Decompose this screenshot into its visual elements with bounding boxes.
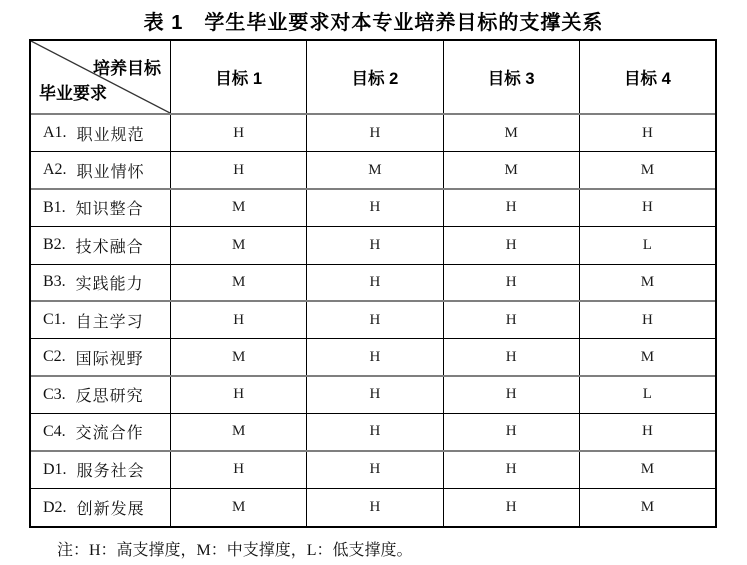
support-level-cell: H — [307, 452, 443, 488]
support-level-cell: M — [640, 348, 655, 365]
footnote: 注：H：高支撑度，M：中支撑度，L：低支撑度。 — [57, 542, 413, 559]
row-label-cell — [31, 190, 171, 226]
support-level-cell: H — [307, 265, 443, 300]
page-title: 表 1 学生毕业要求对本专业培养目标的支撑关系 — [143, 12, 604, 34]
row-label-cell — [31, 115, 171, 151]
row-name: 交流合作 — [75, 425, 144, 443]
table-row — [31, 302, 715, 339]
row-code: B2. — [43, 236, 66, 254]
support-level-cell: H — [307, 227, 443, 263]
support-level-cell: H — [641, 199, 653, 216]
table-row — [31, 377, 715, 414]
support-level-cell: M — [640, 461, 655, 478]
support-level-cell: H — [444, 414, 580, 449]
support-level-cell: H — [307, 377, 443, 413]
goal-header-cell: 目标 1 — [171, 41, 307, 113]
row-name: 技术融合 — [75, 238, 144, 256]
support-level-cell: H — [307, 339, 443, 374]
support-level-cell: M — [640, 499, 655, 516]
row-label-cell — [31, 414, 171, 449]
corner-cell — [31, 41, 171, 113]
support-level-cell: H — [307, 489, 443, 526]
table-row — [31, 414, 715, 451]
row-label-cell — [31, 339, 171, 374]
support-level-cell: M — [171, 227, 307, 263]
support-level-cell: M — [171, 489, 307, 526]
table-row — [31, 452, 715, 489]
support-level-cell: M — [307, 152, 443, 187]
support-level-cell: H — [444, 227, 580, 263]
support-level-cell: L — [642, 386, 652, 403]
support-level-cell: H — [444, 452, 580, 488]
support-level-cell: H — [307, 115, 443, 151]
row-name: 职业规范 — [76, 126, 145, 144]
support-level-cell: H — [641, 124, 653, 141]
support-level-cell: M — [171, 265, 307, 300]
support-level-cell: H — [307, 414, 443, 449]
row-name: 职业情怀 — [76, 163, 145, 181]
corner-label-graduation-requirements: 毕业要求 — [39, 84, 107, 103]
table-header-row — [31, 41, 715, 115]
row-label-cell — [31, 265, 171, 300]
support-level-cell: M — [640, 161, 655, 178]
row-code: B1. — [43, 198, 66, 216]
support-matrix-table — [29, 39, 717, 528]
support-level-cell: M — [171, 414, 307, 449]
table-row — [31, 227, 715, 264]
support-level-cell: H — [307, 190, 443, 226]
row-name: 自主学习 — [75, 313, 144, 331]
support-level-cell: M — [640, 273, 655, 290]
row-code: A1. — [43, 124, 67, 142]
table-row — [31, 115, 715, 152]
support-level-cell: M — [171, 339, 307, 374]
support-level-cell: M — [171, 190, 307, 226]
row-label-cell — [31, 152, 171, 187]
row-name: 反思研究 — [75, 388, 144, 406]
goal-header-cell: 目标 4 — [623, 70, 671, 88]
row-code: C1. — [43, 311, 66, 329]
row-label-cell — [31, 452, 171, 488]
support-level-cell: H — [444, 339, 580, 374]
support-level-cell: H — [444, 302, 580, 338]
support-level-cell: H — [641, 423, 653, 440]
support-level-cell: H — [444, 190, 580, 226]
support-level-cell: H — [307, 302, 443, 338]
support-level-cell: H — [171, 152, 307, 187]
support-level-cell: L — [642, 236, 652, 253]
support-level-cell: H — [444, 265, 580, 300]
row-name: 知识整合 — [75, 201, 144, 219]
row-name: 服务社会 — [76, 463, 145, 481]
support-level-cell: H — [171, 302, 307, 338]
row-code: B3. — [43, 273, 66, 291]
row-code: C4. — [43, 422, 66, 440]
support-level-cell: H — [171, 452, 307, 488]
support-level-cell: H — [171, 377, 307, 413]
row-name: 创新发展 — [76, 501, 145, 519]
row-label-cell — [31, 377, 171, 413]
row-label-cell — [31, 227, 171, 263]
row-code: A2. — [43, 161, 67, 179]
table-row — [31, 489, 715, 526]
row-code: D1. — [43, 460, 67, 478]
row-code: C3. — [43, 385, 66, 403]
row-label-cell — [31, 489, 171, 526]
table-row — [31, 339, 715, 376]
table-row — [31, 190, 715, 227]
row-label-cell — [31, 302, 171, 338]
corner-label-training-goals: 培养目标 — [93, 59, 161, 78]
goal-header-cell: 目标 3 — [444, 41, 580, 113]
table-row — [31, 152, 715, 189]
table-row — [31, 265, 715, 302]
support-level-cell: M — [444, 152, 580, 187]
row-code: D2. — [43, 498, 67, 516]
goal-header-cell: 目标 2 — [307, 41, 443, 113]
row-name: 实践能力 — [75, 275, 144, 293]
support-level-cell: H — [444, 377, 580, 413]
row-name: 国际视野 — [75, 350, 144, 368]
row-code: C2. — [43, 348, 66, 366]
support-level-cell: H — [444, 489, 580, 526]
support-level-cell: H — [171, 115, 307, 151]
support-level-cell: M — [444, 115, 580, 151]
support-level-cell: H — [641, 311, 653, 328]
